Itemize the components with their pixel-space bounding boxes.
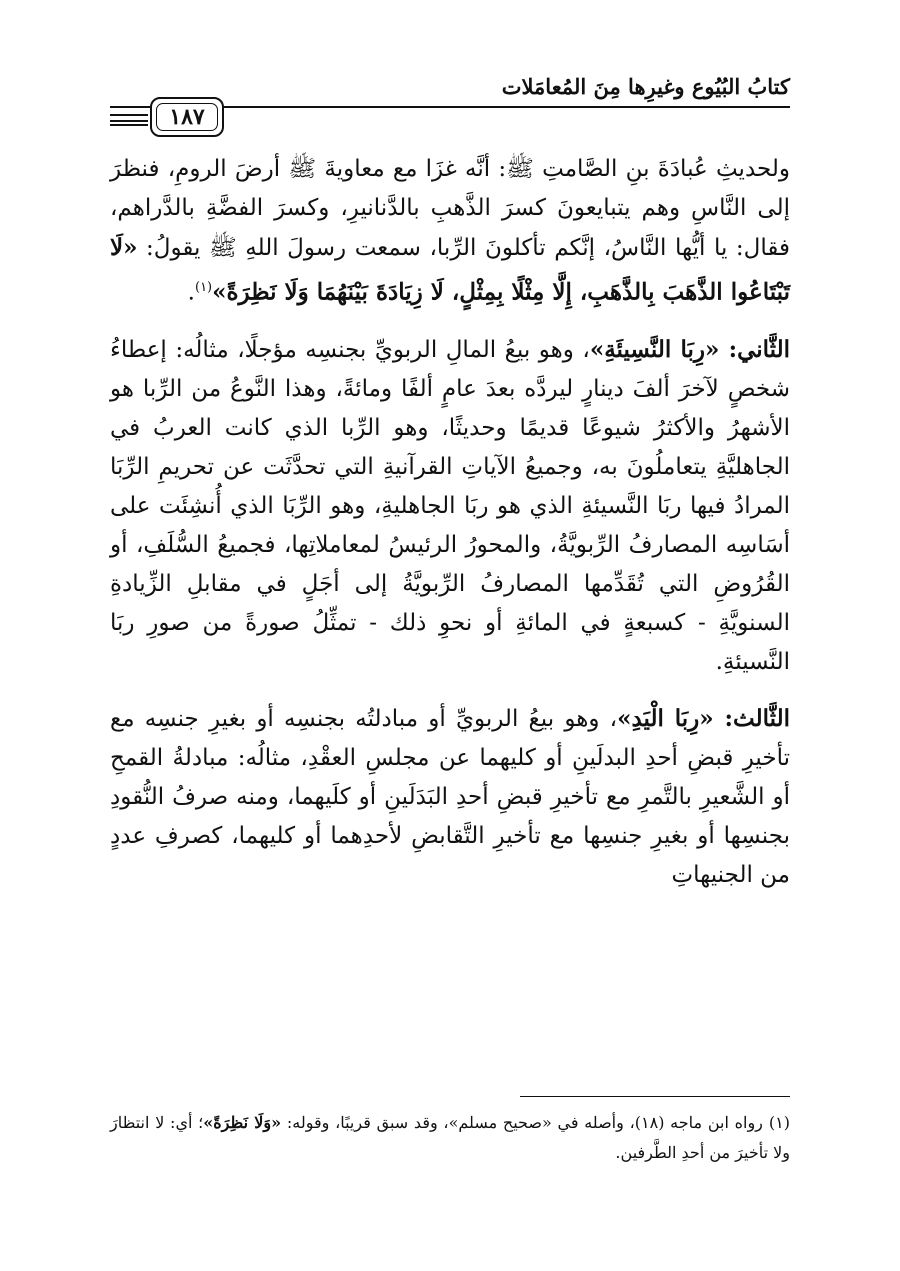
- paragraph-hadith: [110, 150, 790, 313]
- footnote-text: رواه ابن ماجه (١٨)، وأصله في «صحيح مسلم»، وقد سبق قريبًا، وقوله:: [281, 1113, 763, 1132]
- section-lead: الثَّالث: «رِبَا الْيَدِ»: [617, 704, 790, 732]
- footnote-marker: (١): [768, 1113, 791, 1132]
- footnote-reference[interactable]: (١): [194, 280, 213, 295]
- footnote-quote: «وَلَا نَظِرَةً»: [203, 1113, 282, 1132]
- page-number: ١٨٧: [156, 103, 218, 131]
- running-header-title: كتابُ البُيُوع وغيرِها مِنَ المُعامَلات: [501, 74, 790, 99]
- paragraph-riba-yad: [110, 699, 790, 895]
- paragraph-text: ، وهو بيعُ المالِ الربويِّ بجنسِه مؤجلًا، مثالُه: إعطاءُ شخصٍ لآخرَ ألفَ دينارٍ ليردَّه بعدَ عامٍ ألفًا ومائةً، وهذا النَّوعُ من الرِّبا هو الأشهرُ والأكثرُ شيوعًا قديمًا وحديثًا، وهو الرِّبا الذي كانت العربُ في الجاهليَّةِ يتعاملُونَ به، وجميعُ الآياتِ القرآنيةِ التي تحدَّثَت عن تحريمِ الرِّبَا المرادُ فيها ربَا النَّسيئةِ الذي هو ربَا الجاهليةِ، وهو الرِّبَا الذي أُنشِئَت على أسَاسِه المصارفُ الرِّبويَّةُ، والمحورُ الرئيسُ لمعاملاتِها، فجميعُ السُّلَفِ، أو القُرُوضِ التي تُقَدِّمها المصارفُ الرِّبويَّةُ إلى أجَلٍ في مقابلِ الزِّيادةِ السنويَّةِ - كسبعةٍ في المائةِ أو نحوِ ذلك - تمثِّلُ صورةً من صورِ ربَا النَّسيئةِ.: [110, 336, 790, 675]
- hadith-quote: «لَا تَبْتَاعُوا الذَّهَبَ بِالذَّهَبِ، إِلَّا مِثْلًا بِمِثْلٍ، لَا زِيَادَةَ بَيْنَهُمَا وَلَا نَظِرَةً»: [110, 234, 790, 306]
- footnote-tail: ؛ أي: لا انتظارَ ولا تأخيرَ من أحدِ الطَّرفين.: [110, 1113, 790, 1162]
- section-lead: الثَّاني: «رِبَا النَّسِيئَةِ»: [589, 335, 790, 363]
- footnote: [110, 1108, 790, 1168]
- footnote-separator: [520, 1096, 790, 1097]
- paragraph-riba-nasiah: [110, 330, 790, 682]
- header-double-rule: [110, 114, 148, 122]
- paragraph-text: ، وهو بيعُ الربويِّ أو مبادلتُه بجنسِه أو بغيرِ جنسِه مع تأخيرِ قبضِ أحدِ البدلَينِ أو كليهما عن مجلسِ العقْدِ، مثالُه: مبادلةُ القمحِ أو الشَّعيرِ بالتَّمرِ مع تأخيرِ قبضِ أحدِ البَدَلَينِ أو كلَيهما، ومنه صرفُ النُّقودِ بجنسِها أو بغيرِ جنسِها مع تأخيرِ التَّقابضِ لأحدِهما أو كليهما، كصرفِ عددٍ من الجنيهاتِ: [110, 705, 790, 888]
- paragraph-end: .: [187, 279, 195, 306]
- paragraph-text: ولحديثِ عُبادَةَ بنِ الصَّامتِ ﷺ: أنَّه غزَا مع معاويةَ ﷺ أرضَ الرومِ، فنظرَ إلى النَّاسِ وهم يتبايعونَ كسرَ الذَّهبِ بالدَّنانيرِ، وكسرَ الفضَّةِ بالدَّراهم، فقال: يا أيُّها النَّاسُ، إنَّكم تأكلونَ الرِّبا، سمعت رسولَ اللهِ ﷺ يقولُ:: [110, 156, 790, 261]
- header-rule-lower: [110, 124, 148, 126]
- page-number-frame: [150, 97, 224, 137]
- main-text: [110, 150, 790, 912]
